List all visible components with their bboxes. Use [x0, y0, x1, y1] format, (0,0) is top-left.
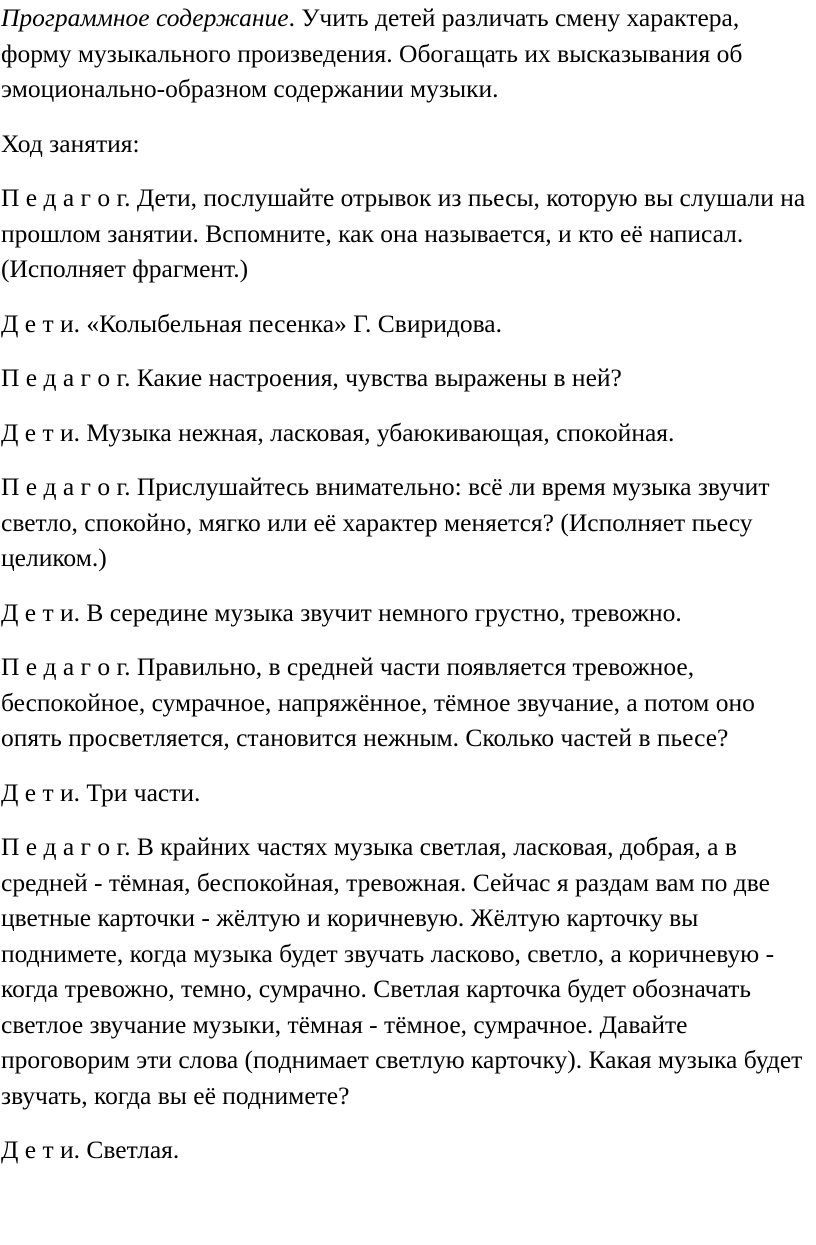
speaker-children: Д е т и. [1, 777, 81, 807]
dialogue-paragraph [0, 649, 816, 756]
dialogue-paragraph [0, 180, 816, 287]
speaker-children: Д е т и. [1, 1135, 81, 1164]
speaker-teacher: П е д а г о г. [1, 183, 131, 212]
lesson-heading: Ход занятия: [1, 128, 140, 158]
paragraph-text: «Колыбельная песенка» Г. Свиридова. [80, 308, 502, 338]
paragraph-text: В середине музыка звучит немного грустно, тревожно. [80, 597, 682, 627]
dialogue-paragraph [0, 306, 816, 342]
speaker-children: Д е т и. [1, 308, 81, 338]
paragraph-text: Музыка нежная, ласковая, убаюкивающая, спокойная. [80, 417, 675, 447]
paragraph-text: В крайних частях музыка светлая, ласковая, добрая, а в средней - тёмная, беспокойная, тревожная. Сейчас я раздам вам по две цветные карточки - жёлтую и коричневую. Жёлтую карточку вы поднимете, когда музыка будет звучать ласково, светло, а коричневую - когда тревожно, темно, сумрачно. Светлая карточка будет обозначать светлое звучание музыки, тёмная - тёмное, сумрачное. Давайте проговорим эти слова (поднимает светлую карточку). Какая музыка будет звучать, когда вы её поднимете? [1, 832, 803, 1110]
dialogue-paragraph [0, 469, 816, 576]
dialogue-paragraph [0, 1132, 816, 1168]
dialogue-paragraph [0, 595, 816, 631]
speaker-teacher: П е д а г о г. [1, 832, 131, 861]
speaker-teacher: П е д а г о г. [1, 652, 131, 681]
paragraph-text: Какие настроения, чувства выражены в ней? [130, 363, 622, 392]
paragraph-program-content [0, 0, 816, 107]
dialogue-paragraph [0, 415, 816, 451]
paragraph-text: Дети, послушайте отрывок из пьесы, которую вы слушали на прошлом занятии. Вспомните, как она называется, и кто её написал. (Исполняет фрагмент.) [1, 183, 806, 283]
paragraph-text: Правильно, в средней части появляется тревожное, беспокойное, сумрачное, напряжённое, тёмное звучание, а потом оно опять просветляется, становится нежным. Сколько частей в пьесе? [1, 652, 755, 752]
speaker-children: Д е т и. [1, 597, 81, 627]
dialogue-paragraph [0, 360, 816, 396]
paragraph-text: . Учить детей различать смену характера, форму музыкального произведения. Обогащать их высказывания об эмоционально-образном содержании музыки. [1, 3, 743, 103]
dialogue-paragraph [0, 775, 816, 811]
program-content-label: Программное содержание [1, 3, 289, 32]
dialogue-paragraph [0, 829, 816, 1113]
paragraph-text: Прислушайтесь внимательно: всё ли время музыка звучит светло, спокойно, мягко или её характер меняется? (Исполняет пьесу целиком.) [1, 472, 770, 572]
paragraph-text: Три части. [80, 777, 201, 807]
speaker-children: Д е т и. [1, 417, 81, 447]
paragraph-lesson-heading [0, 126, 816, 162]
paragraph-text: Светлая. [80, 1135, 180, 1164]
speaker-teacher: П е д а г о г. [1, 363, 131, 392]
speaker-teacher: П е д а г о г. [1, 472, 131, 501]
